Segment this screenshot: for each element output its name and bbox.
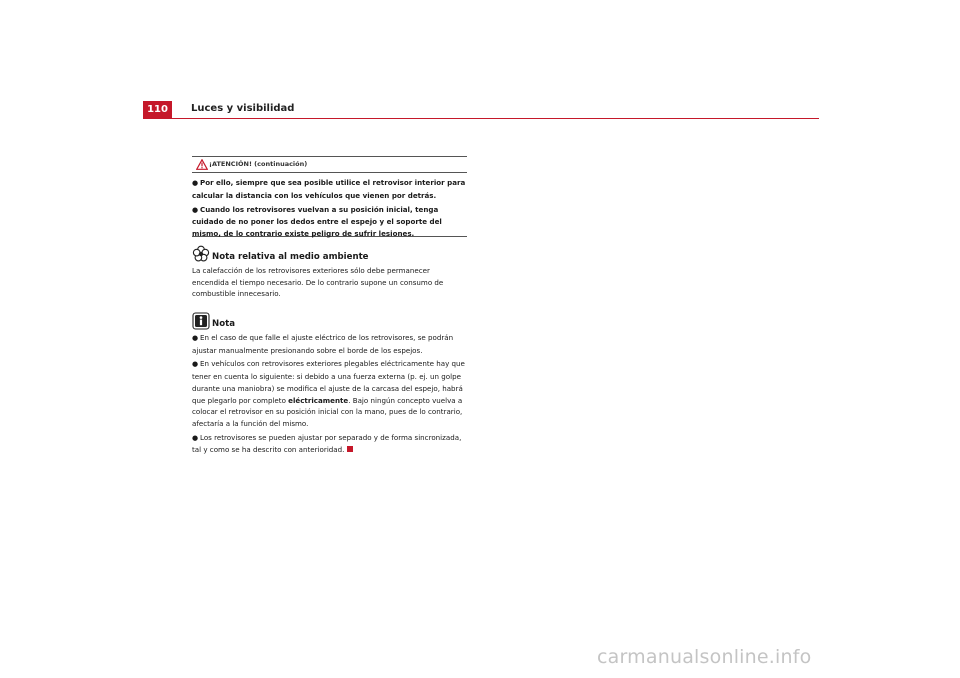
- environment-note-text: La calefacción de los retrovisores exteriores sólo debe permanecer encendida el tiempo necesario. De lo contrario supone un consumo de combustible innecesario.: [192, 266, 444, 299]
- warning-title: ¡ATENCIÓN! (continuación): [209, 160, 308, 168]
- bullet-icon: ●: [192, 433, 199, 442]
- emphasis-text: eléctricamente: [288, 395, 349, 405]
- chapter-title: Luces y visibilidad: [191, 103, 295, 114]
- environment-note-title: Nota relativa al medio ambiente: [212, 252, 369, 262]
- page-number: 110: [143, 101, 172, 118]
- page-header: [143, 101, 819, 119]
- environment-note-section: [192, 245, 468, 300]
- warning-box: [192, 156, 467, 237]
- warning-header: [192, 157, 467, 173]
- bullet-icon: ●: [192, 205, 199, 214]
- note-item: ● En vehículos con retrovisores exteriores plegables eléctricamente hay que tener en cuenta lo siguiente: si debido a una fuerza externa (p. ej. un golpe durante una maniobra) se modifica el ajuste de la carcasa del espejo, habrá que plegarlo por completo eléctricamente. Bajo ningún concepto vuelva a colocar el retrovisor en su posición inicial con la mano, pues de lo contrario, afectaría a la función del mismo.: [192, 359, 465, 428]
- warning-body: [192, 177, 467, 242]
- note-item: ● En el caso de que falle el ajuste eléctrico de los retrovisores, se podrán ajustar manualmente presionando sobre el borde de los espejos.: [192, 333, 454, 355]
- header-divider: [143, 118, 819, 119]
- environment-flower-icon: [192, 245, 210, 263]
- note-section: [192, 312, 468, 458]
- bullet-icon: ●: [192, 360, 199, 369]
- environment-note-header: [192, 245, 468, 265]
- watermark: carmanualsonline.info: [597, 646, 812, 668]
- note-item: ● Los retrovisores se pueden ajustar por separado y de forma sincronizada, tal y como se ha descrito con anterioridad.: [192, 432, 462, 455]
- note-body: [192, 332, 468, 456]
- section-end-marker: [347, 446, 353, 452]
- bullet-icon: ●: [192, 179, 199, 187]
- warning-item: ● Cuando los retrovisores vuelvan a su posición inicial, tenga cuidado de no poner los dedos entre el espejo y el soporte del mismo, de lo contrario existe peligro de sufrir lesiones.: [192, 204, 442, 239]
- info-note-icon: [192, 312, 210, 330]
- warning-triangle-icon: [196, 159, 208, 170]
- note-title: Nota: [212, 319, 236, 329]
- note-header: [192, 312, 468, 332]
- warning-item: ● Por ello, siempre que sea posible utilice el retrovisor interior para calcular la distancia con los vehículos que vienen por detrás.: [192, 178, 466, 200]
- bullet-icon: ●: [192, 334, 199, 342]
